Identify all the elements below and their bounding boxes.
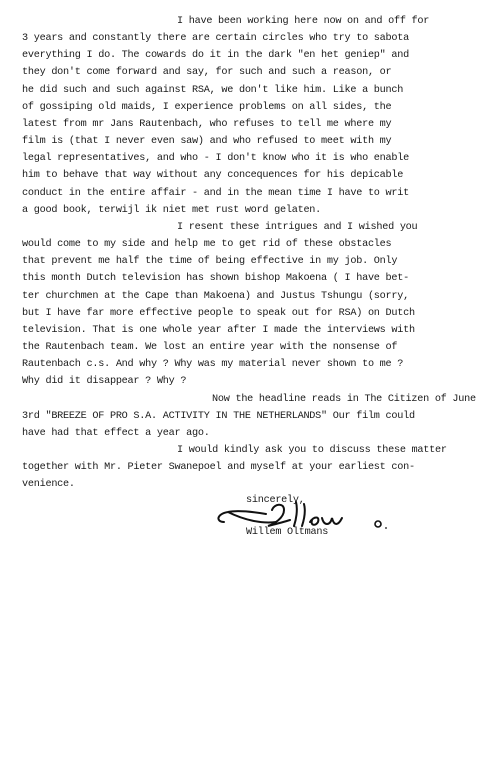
letter-line-24: 3rd "BREEZE OF PRO S.A. ACTIVITY IN THE NETHERLANDS" Our film could <box>22 411 415 422</box>
letter-line-23: Now the headline reads in The Citizen of June <box>212 394 476 405</box>
letter-line-19: television. That is one whole year after I made the interviews with <box>22 325 415 336</box>
letter-line-25: have had that effect a year ago. <box>22 428 210 439</box>
letter-line-21: Rautenbach c.s. And why ? Why was my material never shown to me ? <box>22 359 404 370</box>
letter-line-22: Why did it disappear ? Why ? <box>22 376 187 387</box>
closing-salutation: sincerely, <box>246 495 305 506</box>
signatory-name: Willem Oltmans <box>246 527 329 538</box>
letter-line-26: I would kindly ask you to discuss these matter <box>177 445 447 456</box>
letter-line-5: he did such and such against RSA, we don't like him. Like a bunch <box>22 85 404 96</box>
letter-line-27: together with Mr. Pieter Swanepoel and myself at your earliest con- <box>22 462 415 473</box>
letter-line-20: the Rautenbach team. We lost an entire year with the nonsense of <box>22 342 398 353</box>
letter-line-1: I have been working here now on and off for <box>177 16 430 27</box>
letter-line-13: I resent these intrigues and I wished you <box>177 222 418 233</box>
letter-line-10: him to behave that way without any concequences for his depicable <box>22 170 404 181</box>
letter-line-28: venience. <box>22 479 75 490</box>
letter-line-16: this month Dutch television has shown bishop Makoena ( I have bet- <box>22 273 409 284</box>
letter-line-15: that prevent me half the time of being effective in my job. Only <box>22 256 398 267</box>
letter-line-12: a good book, terwijl ik niet met rust word gelaten. <box>22 205 322 216</box>
letter-line-18: but I have far more effective people to speak out for RSA) on Dutch <box>22 308 415 319</box>
letter-line-4: they don't come forward and say, for such and such a reason, or <box>22 67 392 78</box>
letter-line-2: 3 years and constantly there are certain circles who try to sabota <box>22 33 409 44</box>
letter-line-7: latest from mr Jans Rautenbach, who refuses to tell me where my <box>22 119 392 130</box>
letter-line-9: legal representatives, and who - I don't know who it is who enable <box>22 153 409 164</box>
letter-line-17: ter churchmen at the Cape than Makoena) and Justus Tshungu (sorry, <box>22 291 409 302</box>
letter-line-11: conduct in the entire affair - and in the mean time I have to writ <box>22 188 409 199</box>
letter-line-3: everything I do. The cowards do it in the dark "en het geniep" and <box>22 50 409 61</box>
letter-line-14: would come to my side and help me to get rid of these obstacles <box>22 239 392 250</box>
letter-line-8: film is (that I never even saw) and who refused to meet with my <box>22 136 392 147</box>
letter-line-6: of gossiping old maids, I experience problems on all sides, the <box>22 102 392 113</box>
